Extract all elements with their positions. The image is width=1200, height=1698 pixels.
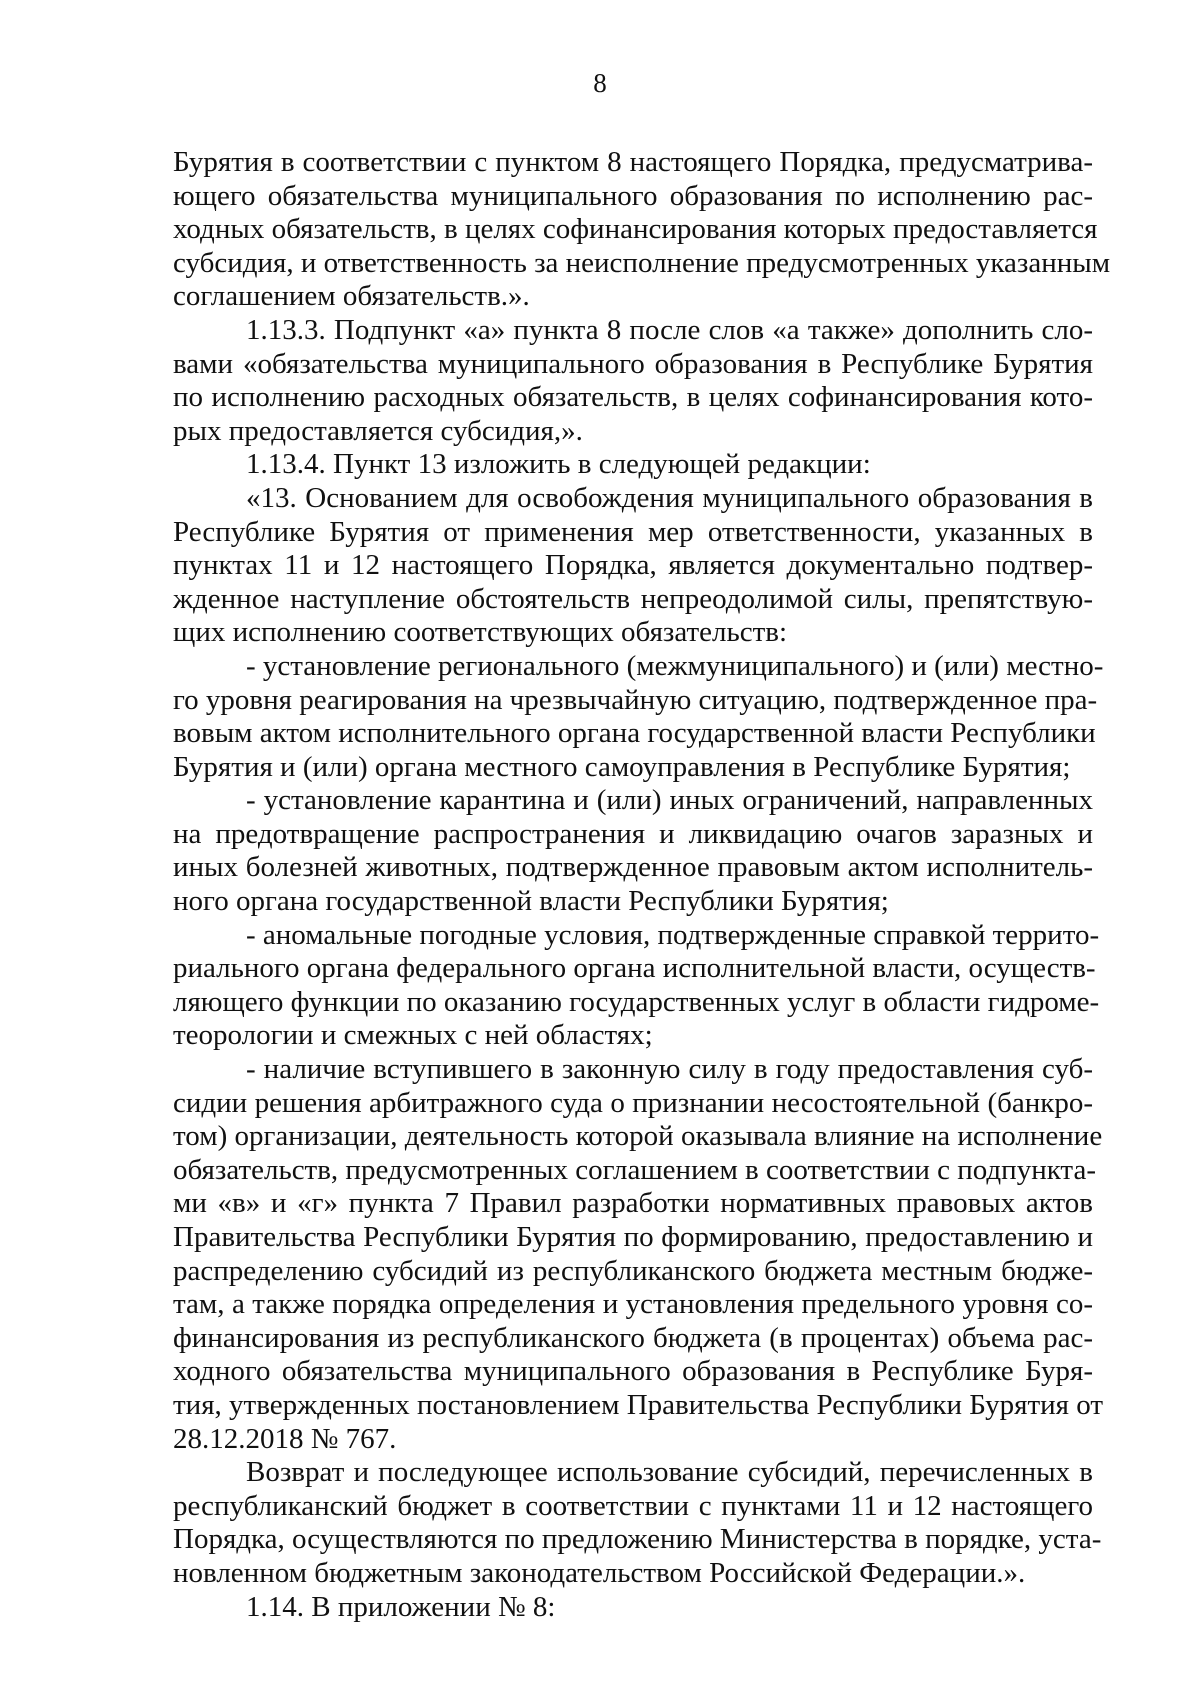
text-line: жденное наступление обстоятельств непреодолимой силы, препятствую- [173,582,1093,615]
text-line: соглашением обязательств.». [173,280,530,313]
text-line: тия, утвержденных постановлением Правительства Республики Бурятия от [173,1388,1104,1421]
text-line: иных болезней животных, подтвержденное правовым актом исполнитель- [173,851,1093,884]
text-line: го уровня реагирования на чрезвычайную ситуацию, подтвержденное пра- [173,683,1098,716]
text-line: по исполнению расходных обязательств, в целях софинансирования кото- [173,381,1093,414]
text-line: - установление карантина и (или) иных ограничений, направленных [246,784,1093,817]
text-line: ходного обязательства муниципального образования в Республике Буря- [173,1355,1093,1388]
text-line: там, а также порядка определения и установления предельного уровня со- [173,1288,1093,1321]
text-line: щих исполнению соответствующих обязательств: [173,616,788,649]
text-line: рых предоставляется субсидия,». [173,414,583,447]
text-line: республиканский бюджет в соответствии с пунктами 11 и 12 настоящего [173,1489,1093,1522]
text-line: 28.12.2018 № 767. [173,1422,397,1455]
text-line: 1.13.3. Подпункт «а» пункта 8 после слов «а также» дополнить сло- [246,313,1093,346]
text-line: Бурятия и (или) органа местного самоуправления в Республике Бурятия; [173,750,1071,783]
text-line: ходных обязательств, в целях софинансирования которых предоставляется [173,213,1098,246]
text-line: Порядка, осуществляются по предложению Министерства в порядке, уста- [173,1523,1102,1556]
text-line: 1.14. В приложении № 8: [246,1590,556,1623]
text-line: финансирования из республиканского бюджета (в процентах) объема рас- [173,1321,1093,1354]
text-line: вовым актом исполнительного органа государственной власти Республики [173,717,1096,750]
text-line: том) организации, деятельность которой оказывала влияние на исполнение [173,1120,1103,1153]
text-line: Республике Бурятия от применения мер ответственности, указанных в [173,515,1093,548]
paragraph-1-13-3 [173,314,1093,448]
text-line: обязательств, предусмотренных соглашением в соответствии с подпункта- [173,1153,1096,1186]
text-line: сидии решения арбитражного суда о признании несостоятельной (банкро- [173,1086,1093,1119]
text-line: Бурятия в соответствии с пунктом 8 настоящего Порядка, предусматрива- [173,146,1093,178]
text-line: «13. Основанием для освобождения муниципального образования в [246,481,1093,514]
paragraph-1-14 [173,1591,1093,1625]
paragraph-1-13-4 [173,448,1093,482]
paragraph-refund [173,1456,1102,1590]
document-body [173,146,1111,1624]
text-line: ного органа государственной власти Республики Бурятия; [173,885,889,918]
text-line: - установление регионального (межмуниципального) и (или) местно- [246,649,1104,682]
text-line: - аномальные погодные условия, подтвержденные справкой террито- [246,918,1100,951]
list-item-bankruptcy [173,1053,1104,1456]
text-line: вами «обязательства муниципального образования в Республике Бурятия [173,347,1093,380]
list-item-emergency [173,649,1104,784]
text-line: ющего обязательства муниципального образования по исполнению рас- [173,179,1093,212]
list-item-weather [173,918,1100,1053]
text-line: 1.13.4. Пункт 13 изложить в следующей редакции: [246,448,871,481]
text-line: распределению субсидий из республиканского бюджета местным бюдже- [173,1254,1093,1287]
text-line: пунктах 11 и 12 настоящего Порядка, является документально подтвер- [173,549,1093,582]
text-line: теорологии и смежных с ней областях; [173,1019,653,1052]
text-line: риального органа федерального органа исполнительной власти, осуществ- [173,952,1096,985]
page-number: 8 [593,68,607,98]
list-item-quarantine [173,784,1093,918]
text-line: - наличие вступившего в законную силу в году предоставления суб- [246,1053,1093,1086]
paragraph-point-13 [173,482,1093,650]
text-line: ми «в» и «г» пункта 7 Правил разработки нормативных правовых актов [173,1187,1093,1220]
text-line: субсидия, и ответственность за неисполнение предусмотренных указанным [173,246,1111,279]
text-line: Возврат и последующее использование субсидий, перечисленных в [246,1456,1093,1489]
text-line: ляющего функции по оказанию государственных услуг в области гидроме- [173,985,1100,1018]
text-line: Правительства Республики Бурятия по формированию, предоставлению и [173,1221,1093,1253]
text-line: на предотвращение распространения и ликвидацию очагов заразных и [173,817,1093,850]
text-line: новленном бюджетным законодательством Российской Федерации.». [173,1556,1026,1589]
paragraph-continuation [173,146,1111,314]
